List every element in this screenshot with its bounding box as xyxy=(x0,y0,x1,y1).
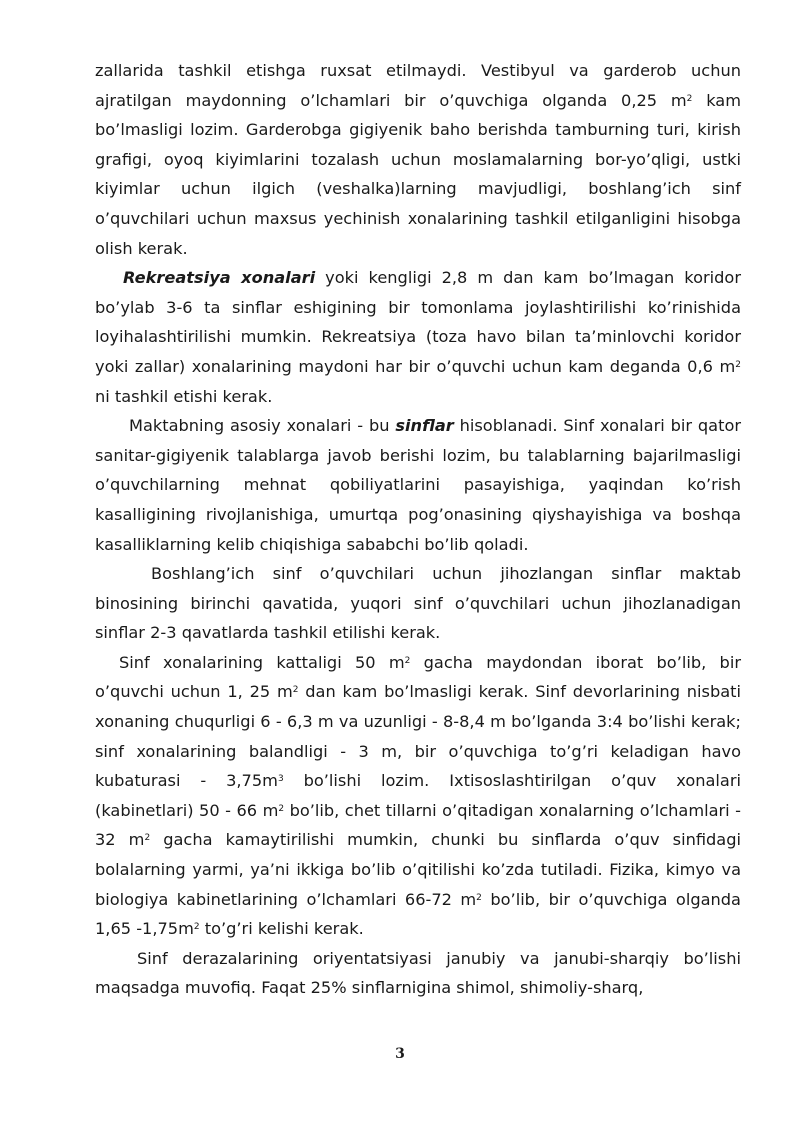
term-recreation-rooms: Rekreatsiya xonalari xyxy=(123,268,316,288)
paragraph-window-orientation: Sinf derazalarining oriyentatsiyasi janubiy va janubi-sharqiy bo’lishi maqsadga muvofiq. Faqat 25% sinflarnigina shimol, shimoliy-sharq, xyxy=(95,948,741,998)
page-number: 3 xyxy=(395,1046,405,1062)
paragraph-wardrobe: zallarida tashkil etishga ruxsat etilmaydi. Vestibyul va garderob uchun ajratilgan maydonning o’lchamlari bir o’quvchiga olganda 0,25 $m^2$ kam bo’lmasligi lozim. Garderobga gigiyenik baho berishda tamburning turi, kirish grafigi, oyoq kiyimlarini tozalash uchun moslamalarning bor-yo’qligi, ustki kiyimlar uchun ilgich (veshalka)larning mavjudligi, boshlang’ich sinf o’quvchilari uchun maxsus yechinish xonalarining tashkil etilganligini hisobga olish kerak. xyxy=(95,61,741,258)
paragraph-floor-placement: Boshlang’ich sinf o’quvchilari uchun jihozlangan sinflar maktab binosining birinchi qavatida, yuqori sinf o’quvchilari uchun jihozlanadigan sinflar 2-3 qavatlarda tashkil etilishi kerak. xyxy=(95,564,741,643)
paragraph-recreation-rooms: Rekreatsiya xonalari yoki kengligi 2,8 m dan kam bo’lmagan koridor bo’ylab 3-6 ta sinflar eshigining bir tomonlama joylashtirilishi ko’rinishida loyihalashtirilishi mumkin. Rekreatsiya (toza havo bilan ta’minlovchi koridor yoki zallar) xonalarining maydoni har bir o’quvchi uchun kam deganda 0,6 $m^2$ ni tashkil etishi kerak. xyxy=(95,268,741,406)
document-page xyxy=(95,56,741,1003)
paragraph-classroom-size: Sinf xonalarining kattaligi 50 $m^2$ gacha maydondan iborat bo’lib, bir o’quvchi uchun 1, 25 $m^2$ dan kam bo’lmasligi kerak. Sinf devorlarining nisbati xonaning chuqurligi 6 - 6,3 m va uzunligi - 8-8,4 m bo’lganda 3:4 bo’lishi kerak; sinf xonalarining balandligi - 3 m, bir o’quvchiga to’g’ri keladigan havo kubaturasi - $3,75m^3$ bo’lishi lozim. Ixtisoslashtirilgan o’quv xonalari (kabinetlari) 50 - 66 $m^2$ bo’lib, chet tillarni o’qitadigan xonalarning o’lchamlari - 32 $m^2$ gacha kamaytirilishi mumkin, chunki bu sinflarda o’quv sinfidagi bolalarning yarmi, ya’ni ikkiga bo’lib o’qitilishi ko’zda tutiladi. Fizika, kimyo va biologiya kabinetlarining o’lchamlari 66-72 $m^2$ bo’lib, bir o’quvchiga olganda 1,65 $-1,75m^2$ to’g’ri kelishi kerak. xyxy=(95,652,741,939)
term-classrooms: sinflar xyxy=(395,416,454,436)
paragraph-classrooms: Maktabning asosiy xonalari - bu sinflar hisoblanadi. Sinf xonalari bir qator sanitar-gigiyenik talablarga javob berishi lozim, bu talablarning bajarilmasligi o’quvchilarning mehnat qobiliyatlarini pasayishiga, yaqindan ko’rish kasalligining rivojlanishiga, umurtqa pog’onasining qiyshayishiga va boshqa kasalliklarning kelib chiqishiga sababchi bo’lib qoladi. xyxy=(95,416,742,554)
